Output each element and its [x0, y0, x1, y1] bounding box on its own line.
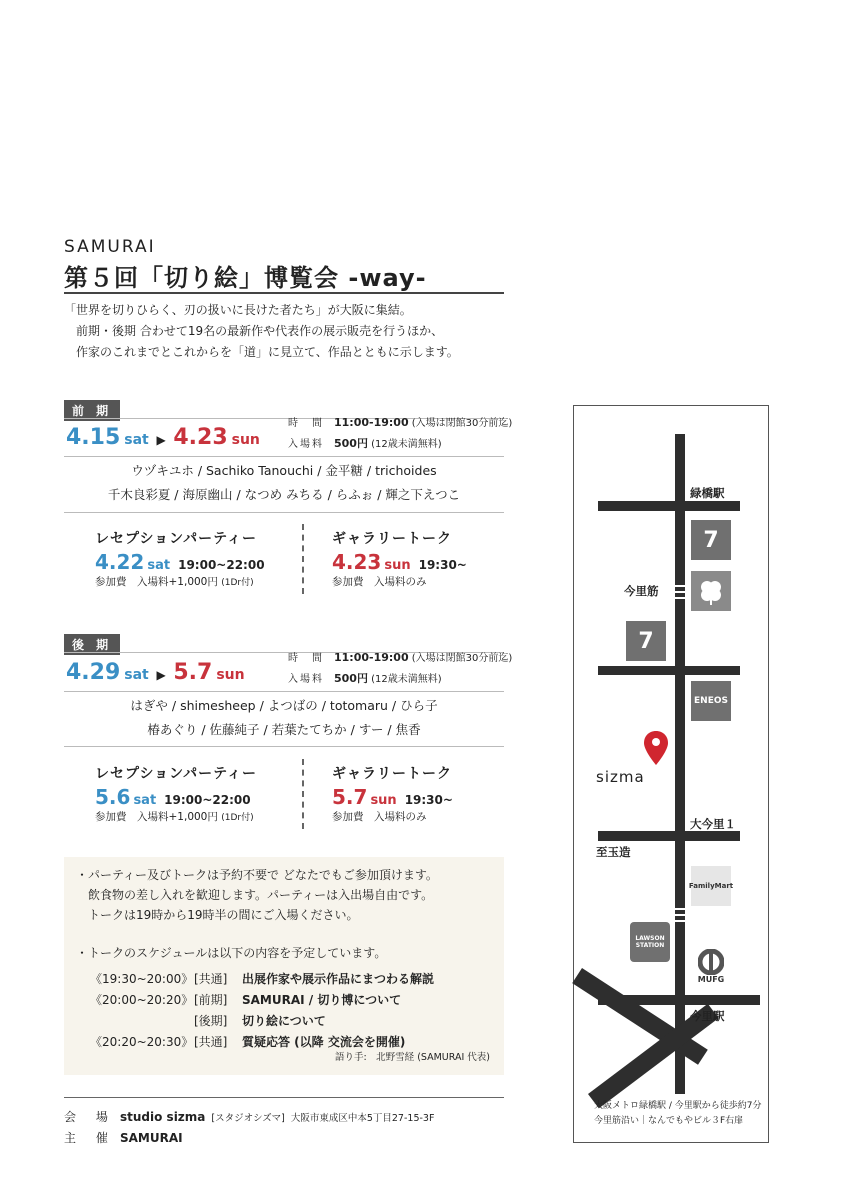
location-pin-icon: [644, 731, 668, 765]
schedule-time: 《19:30~20:00》: [90, 972, 194, 986]
intro-line: 「世界を切りひらく、刃の扱いに長けた者たち」が大阪に集結。: [64, 303, 412, 317]
hours-note: (入場は閉館30分前迄): [411, 653, 513, 664]
fee-label: 入場料: [288, 674, 324, 685]
midoribashi-station-label: 緑橋駅: [690, 486, 725, 500]
shitamatsukuri-label: 至玉造: [596, 845, 631, 859]
familymart-icon: FamilyMart: [691, 866, 731, 906]
access-text: 今里筋沿い｜なんでもやビル３F右扉: [594, 1116, 744, 1126]
hours-label: 時 間: [288, 418, 324, 429]
first-start-date: 4.15: [66, 425, 121, 450]
first-hours-info: [288, 413, 512, 455]
arrow-icon: ▶: [156, 668, 166, 682]
intro-line: 作家のこれまでとこれからを「道」に見立て、作品とともに示します。: [76, 345, 459, 359]
fee-label: 参加費: [95, 811, 127, 823]
artist-line: 千木良彩夏 / 海原幽山 / なつめ みちる / らふぉ / 輝之下えつこ: [107, 487, 461, 502]
imazatosuji-label: 今里筋: [624, 584, 659, 598]
first-talk-title: ギャラリートーク: [332, 531, 452, 547]
fee-note: (1Dr付): [221, 813, 254, 823]
schedule-row: [90, 1011, 326, 1032]
clover-icon: [691, 571, 731, 611]
second-talk-fee: [332, 809, 427, 824]
schedule-time: 《20:00~20:20》: [90, 993, 194, 1007]
clover-shape: [696, 576, 726, 606]
schedule-tag: [共通]: [194, 1035, 228, 1049]
first-start-dow: sat: [124, 432, 149, 448]
first-end-date: 4.23: [173, 425, 228, 450]
note-line: ・パーティー及びトークは予約不要で どなたでもご参加頂けます。: [76, 868, 438, 882]
schedule-text: 切り絵について: [242, 1014, 326, 1028]
fee-note: (12歳未満無料): [371, 674, 442, 685]
crosswalk-stripe: [675, 914, 685, 916]
seven-eleven-icon: 7: [691, 520, 731, 560]
first-end-dow: sun: [231, 432, 260, 448]
reception-date: 4.22: [95, 550, 145, 574]
mufg-mark: [698, 949, 724, 975]
schedule-text: SAMURAI / 切り博について: [242, 993, 402, 1007]
note-line: 飲食物の差し入れを歓迎します。パーティーは入出場自由です。: [76, 888, 434, 902]
second-hours-info: [288, 648, 512, 690]
mufg-label: MUFG: [697, 974, 725, 984]
first-events-rule: [64, 512, 504, 513]
fee-value: 500円: [334, 437, 368, 450]
host-line: [64, 1129, 183, 1146]
second-period-tag: 後 期: [64, 634, 120, 655]
eneos-icon: ENEOS: [691, 681, 731, 721]
second-artists: [64, 694, 504, 742]
schedule-text: 質疑応答 (以降 交流会を開催): [242, 1035, 406, 1049]
fee-label: 参加費: [332, 811, 364, 823]
second-events-rule: [64, 746, 504, 747]
second-end-date: 5.7: [173, 660, 213, 685]
venue-address: 大阪市東成区中本5丁目27-15-3F: [290, 1113, 435, 1124]
imazato-station-label: 今里駅: [690, 1009, 725, 1023]
cross-road: [598, 666, 740, 675]
hours-label: 時 間: [288, 653, 324, 664]
fee-value: 入場料+1,000円: [137, 811, 218, 823]
lawson-icon: LAWSON STATION: [630, 922, 670, 962]
schedule-tag: [共通]: [194, 972, 228, 986]
oimazato-label: 大今里１: [690, 817, 736, 831]
talk-time: 19:30~: [404, 793, 453, 807]
second-talk-date: [332, 785, 453, 809]
mufg-icon: [691, 946, 731, 986]
title-divider: [64, 292, 504, 294]
intro-text: [64, 300, 459, 363]
second-start-date: 4.29: [66, 660, 121, 685]
first-date-range: [66, 425, 260, 450]
midoribashi-road: [598, 501, 740, 511]
fee-label: 参加費: [332, 576, 364, 588]
arrow-icon: ▶: [156, 433, 166, 447]
fee-value: 入場料のみ: [374, 576, 427, 588]
seven-eleven-icon: 7: [626, 621, 666, 661]
schedule-tag: [前期]: [194, 993, 228, 1007]
artist-line: はぎや / shimesheep / よつばの / totomaru / ひら子: [130, 698, 438, 713]
hours-value: 11:00-19:00: [334, 416, 409, 429]
second-reception-title: レセプションパーティー: [95, 766, 258, 782]
note-line: ・トークのスケジュールは以下の内容を予定しています。: [76, 946, 387, 960]
fee-value: 500円: [334, 672, 368, 685]
sizma-label: sizma: [596, 768, 645, 786]
schedule-text: 出展作家や展示作品にまつわる解説: [242, 972, 435, 986]
talk-dow: sun: [384, 558, 411, 573]
intro-line: 前期・後期 合わせて19名の最新作や代表作の展示販売を行うほか、: [76, 324, 444, 338]
first-period-tag: 前 期: [64, 400, 120, 421]
talk-date: 5.7: [332, 785, 368, 809]
crosswalk-stripe: [675, 920, 685, 922]
host-label: 主 催: [64, 1131, 116, 1145]
schedule-row: [90, 969, 434, 990]
event-separator: [302, 759, 304, 829]
crosswalk-stripe: [675, 585, 685, 587]
second-end-dow: sun: [216, 667, 245, 683]
second-start-dow: sat: [124, 667, 149, 683]
first-artists-rule: [64, 456, 504, 457]
artist-line: ウヅキユホ / Sachiko Tanouchi / 金平糖 / trichoides: [131, 463, 437, 478]
reception-dow: sat: [147, 558, 171, 573]
first-reception-title: レセプションパーティー: [95, 531, 258, 547]
second-reception-fee: [95, 809, 254, 824]
crosswalk-stripe: [675, 591, 685, 593]
brand-name: SAMURAI: [64, 237, 156, 257]
first-talk-fee: [332, 574, 427, 589]
talk-date: 4.23: [332, 550, 382, 574]
event-title: 第５回「切り絵」博覧会 -way-: [64, 264, 427, 292]
first-reception-fee: [95, 574, 254, 589]
diagonal-road: [572, 968, 708, 1065]
first-reception-date: [95, 550, 265, 574]
footer-rule: [64, 1097, 504, 1098]
artist-line: 椿あぐり / 佐藤純子 / 若葉たてちか / すー / 焦香: [147, 722, 421, 737]
schedule-time: 《20:20~20:30》: [90, 1035, 194, 1049]
notes-box: [64, 857, 504, 1075]
fee-value: 入場料のみ: [374, 811, 427, 823]
fee-note: (1Dr付): [221, 578, 254, 588]
fee-note: (12歳未満無料): [371, 439, 442, 450]
venue-label: 会 場: [64, 1110, 116, 1124]
fee-label: 入場料: [288, 439, 324, 450]
host-name: SAMURAI: [120, 1131, 183, 1145]
talk-dow: sun: [370, 793, 397, 808]
fee-label: 参加費: [95, 576, 127, 588]
second-talk-title: ギャラリートーク: [332, 766, 452, 782]
reception-dow: sat: [133, 793, 157, 808]
first-artists: [64, 459, 504, 507]
schedule-tag: [後期]: [194, 1014, 228, 1028]
oimazato-road: [598, 831, 740, 841]
hours-note: (入場は閉館30分前迄): [411, 418, 513, 429]
event-separator: [302, 524, 304, 594]
schedule-row: [90, 990, 401, 1011]
reception-date: 5.6: [95, 785, 131, 809]
hours-value: 11:00-19:00: [334, 651, 409, 664]
note-line: トークは19時から19時半の間にご入場ください。: [76, 908, 359, 922]
venue-reading: [スタジオシズマ]: [211, 1113, 285, 1124]
second-reception-date: [95, 785, 251, 809]
second-date-range: [66, 660, 245, 685]
first-talk-date: [332, 550, 467, 574]
reception-time: 19:00~22:00: [164, 793, 251, 807]
reception-time: 19:00~22:00: [178, 558, 265, 572]
speaker-credit: 語り手: 北野雪経 (SAMURAI 代表): [334, 1052, 490, 1063]
crosswalk-stripe: [675, 908, 685, 910]
crosswalk-stripe: [675, 597, 685, 599]
talk-time: 19:30~: [418, 558, 467, 572]
second-artists-rule: [64, 691, 504, 692]
access-map: [573, 405, 769, 1143]
venue-line: [64, 1108, 434, 1125]
fee-value: 入場料+1,000円: [137, 576, 218, 588]
access-text: 大阪メトロ緑橋駅 / 今里駅から徒歩約7分: [594, 1101, 762, 1111]
venue-name: studio sizma: [120, 1110, 206, 1124]
